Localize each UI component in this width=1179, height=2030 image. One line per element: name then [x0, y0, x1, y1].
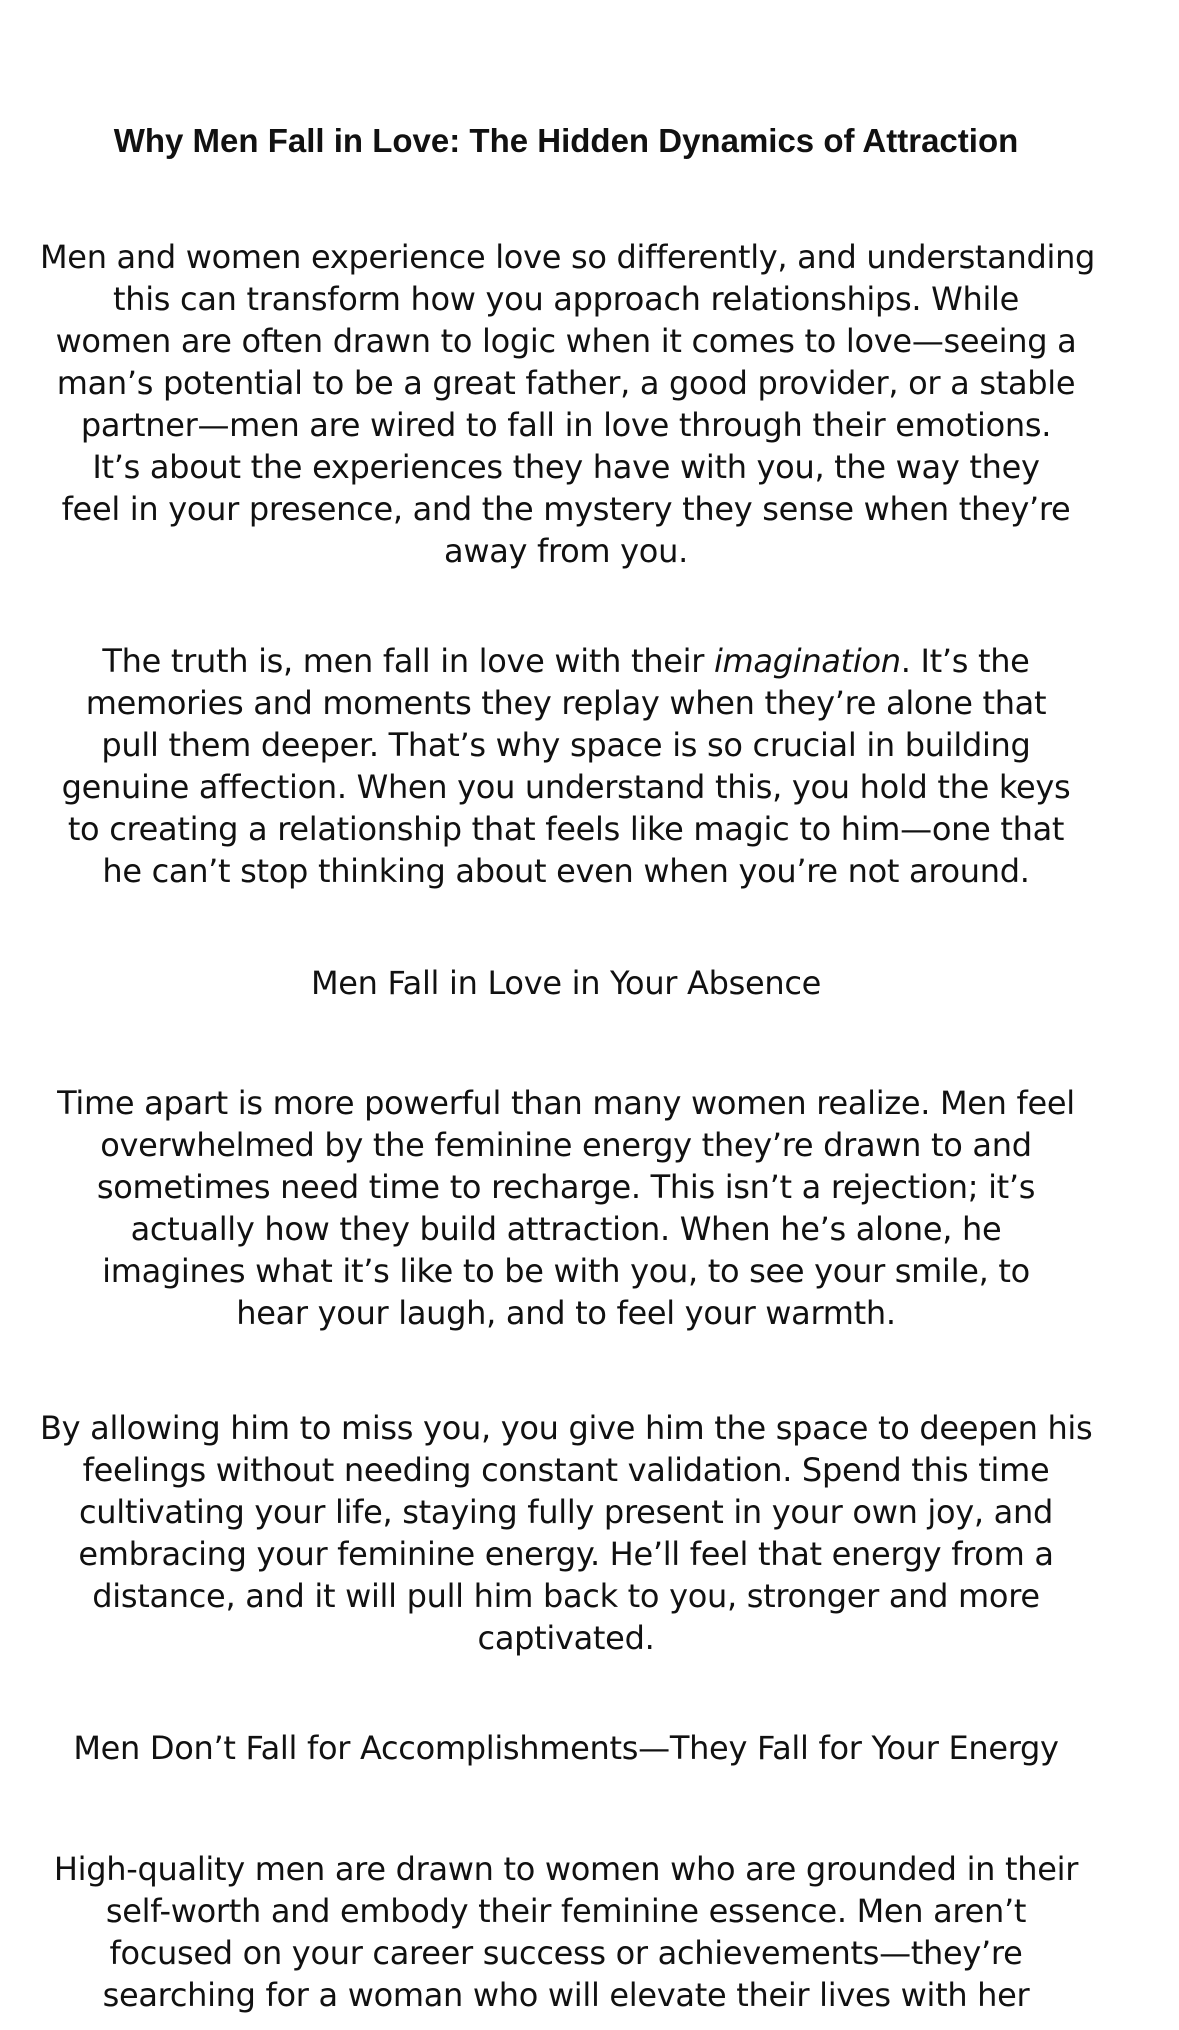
text-line: women are often drawn to logic when it comes to love—seeing a [55, 322, 1077, 360]
text-line: cultivating your life, staying fully present in your own joy, and [79, 1493, 1053, 1531]
energy-paragraph-1 [40, 1848, 1092, 2016]
text-line: away from you. [444, 532, 688, 570]
text-fragment: The truth is, men fall in love with their [102, 642, 714, 680]
text-line: It’s about the experiences they have with you, the way they [92, 448, 1040, 486]
text-line: Men and women experience love so differently, and understanding [40, 238, 1096, 276]
text-line: captivated. [477, 1619, 655, 1657]
text-line: Men Don’t Fall for Accomplishments—They Fall for Your Energy [73, 1729, 1059, 1767]
text-line: hear your laugh, and to feel your warmth. [236, 1294, 896, 1332]
text-line: he can’t stop thinking about even when you’re not around. [102, 852, 1030, 890]
text-line: imagines what it’s like to be with you, to see your smile, to [102, 1252, 1030, 1290]
text-fragment: . It’s the [900, 642, 1030, 680]
text-line: genuine affection. When you understand this, you hold the keys [61, 768, 1071, 806]
text-line: this can transform how you approach relationships. While [112, 280, 1020, 318]
text-line: memories and moments they replay when they’re alone that [85, 684, 1047, 722]
text-line: feel in your presence, and the mystery they sense when they’re [61, 490, 1071, 528]
text-line: focused on your career success or achievements—they’re [109, 1934, 1023, 1972]
text-line: pull them deeper. That’s why space is so crucial in building [101, 726, 1031, 764]
text-line: sometimes need time to recharge. This isn’t a rejection; it’s [96, 1168, 1036, 1206]
text-line: man’s potential to be a great father, a good provider, or a stable [56, 364, 1076, 402]
text-line: By allowing him to miss you, you give him the space to deepen his [40, 1409, 1093, 1447]
text-line: feelings without needing constant validation. Spend this time [82, 1451, 1050, 1489]
text-line: partner—men are wired to fall in love through their emotions. [80, 406, 1052, 444]
section-heading-energy [40, 1727, 1092, 1769]
absence-paragraph-1 [40, 1082, 1092, 1334]
imagination-paragraph [40, 640, 1092, 892]
section-heading-absence [40, 962, 1092, 1004]
text-line: embracing your feminine energy. He’ll feel that energy from a [78, 1535, 1054, 1573]
emphasis-text: imagination [713, 642, 901, 680]
text-line: self-worth and embody their feminine essence. Men aren’t [105, 1892, 1027, 1930]
text-line: searching for a woman who will elevate their lives with her [102, 1976, 1030, 2014]
text-line: High-quality men are drawn to women who are grounded in their [53, 1850, 1079, 1888]
text-line: overwhelmed by the feminine energy they’re drawn to and [100, 1126, 1032, 1164]
text-line: actually how they build attraction. When he’s alone, he [130, 1210, 1002, 1248]
text-line: Time apart is more powerful than many women realize. Men feel [57, 1084, 1075, 1122]
document-title: Why Men Fall in Love: The Hidden Dynamics of Attraction [113, 122, 1019, 159]
text-line: distance, and it will pull him back to you, stronger and more [92, 1577, 1040, 1615]
text-line: to creating a relationship that feels like magic to him—one that [67, 810, 1065, 848]
text-line: Men Fall in Love in Your Absence [310, 964, 822, 1002]
intro-paragraph [40, 236, 1096, 572]
text-line [40, 640, 1092, 682]
absence-paragraph-2 [40, 1407, 1092, 1659]
